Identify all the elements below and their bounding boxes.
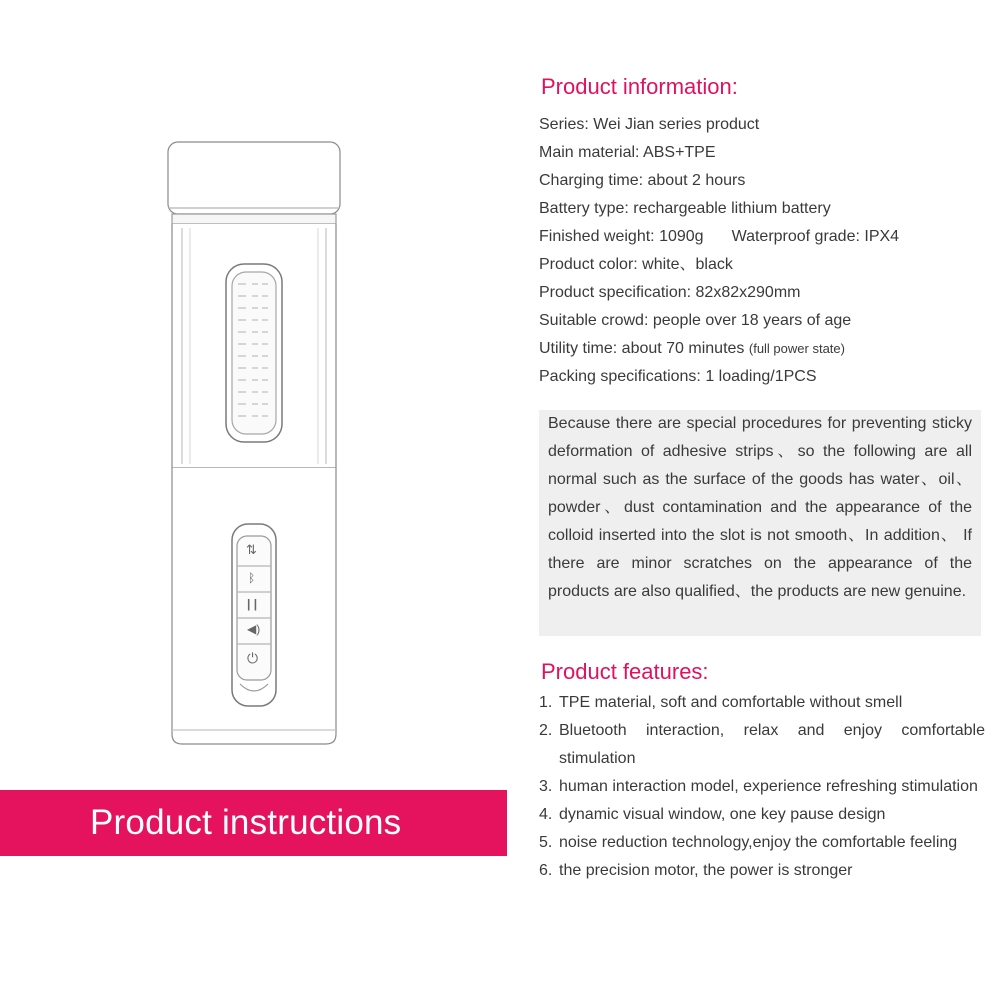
feature-item: 3. human interaction model, experience refreshing stimulation — [539, 778, 978, 795]
notice-text: Because there are special procedures for preventing sticky deformation of adhesive strips、so the following are all normal such as the surface of the goods has water、oil、powder、dust contamination and the appearance of the colloid inserted into the slot is not smooth、In addition、 If there are minor scratches on the appearance of the products are also qualified、the products are new genuine. — [548, 415, 972, 600]
notice-box — [539, 410, 981, 636]
product-information-heading: Product information: — [541, 74, 738, 99]
feature-item: 2. Bluetooth interaction, relax and enjoy comfortable stimulation — [539, 722, 985, 767]
power-icon: ⏻ — [247, 650, 259, 666]
updown-arrows-icon: ⇅ — [246, 542, 257, 557]
product-illustration — [164, 138, 344, 750]
bluetooth-icon: ᛒ — [248, 571, 256, 585]
banner-text: Product instructions — [90, 803, 402, 842]
product-features-heading: Product features: — [541, 659, 709, 684]
info-item: Utility time: about 70 minutes (full power state) — [539, 340, 845, 357]
feature-item: 5. noise reduction technology,enjoy the comfortable feeling — [539, 834, 958, 851]
product-instructions-banner — [0, 790, 507, 856]
feature-item: 6. the precision motor, the power is stronger — [539, 862, 853, 879]
sound-icon: ◀) — [247, 622, 261, 636]
info-item: Battery type: rechargeable lithium battery — [539, 200, 831, 217]
info-item: Finished weight: 1090g Waterproof grade: IPX4 — [539, 228, 900, 245]
pause-icon: | | — [247, 597, 258, 611]
info-item: Series: Wei Jian series product — [539, 116, 760, 133]
product-features-list — [539, 689, 985, 885]
info-item: Packing specifications: 1 loading/1PCS — [539, 368, 817, 385]
feature-item: 4. dynamic visual window, one key pause design — [539, 806, 886, 823]
feature-item: 1. TPE material, soft and comfortable without smell — [539, 694, 903, 711]
info-item: Suitable crowd: people over 18 years of age — [539, 312, 852, 329]
info-item: Charging time: about 2 hours — [539, 172, 746, 189]
product-information-list — [539, 111, 989, 391]
info-item: Product color: white、black — [539, 256, 733, 273]
info-item: Product specification: 82x82x290mm — [539, 284, 801, 301]
info-item: Main material: ABS+TPE — [539, 144, 716, 161]
